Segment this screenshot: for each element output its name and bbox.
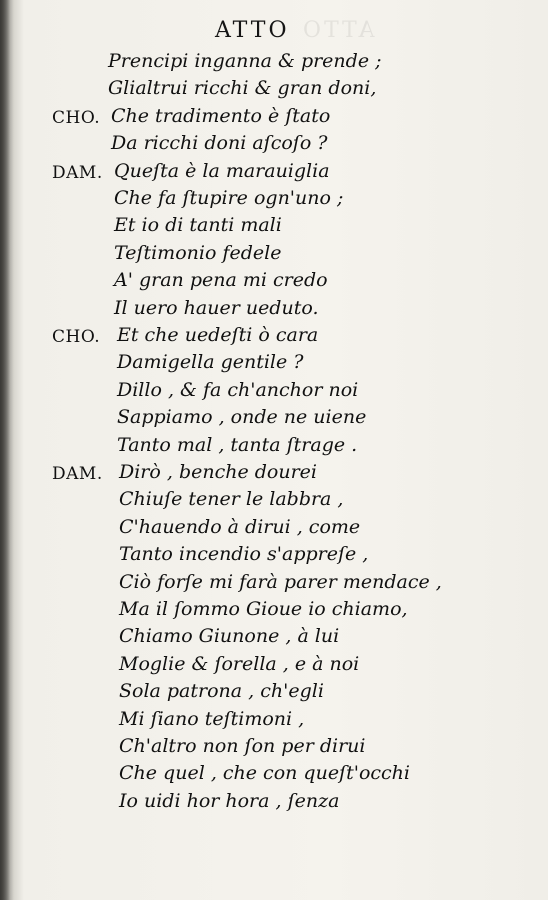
verse-text: Moglie & ſorella , e à noi: [119, 652, 360, 675]
verse-text: Ch'altro non ſon per dirui: [119, 735, 366, 757]
verse-text: Tanto mal , tanta ſtrage .: [117, 433, 358, 456]
verse-text: Damigella gentile ?: [117, 351, 304, 374]
verse-text: Che fa ſtupire ogn'uno ;: [114, 187, 344, 209]
verse-text: Teſtimonio fedele: [114, 241, 282, 264]
verse-text: Chiamo Giunone , à lui: [119, 625, 340, 648]
verse-text: Glialtrui ricchi & gran doni,: [108, 77, 377, 100]
verse-text: Che quel , che con queſt'occhi: [119, 762, 410, 785]
speaker-label: DAM.: [52, 162, 103, 183]
verse-text: Il uero hauer ueduto.: [114, 296, 319, 319]
verse-text: Tanto incendio s'appreſe ,: [119, 543, 369, 566]
verse-text: Ma il ſommo Gioue io chiamo,: [119, 598, 408, 620]
verse-text: Mi ſiano teſtimoni ,: [119, 707, 305, 730]
verse-text: Io uidi hor hora , ſenza: [119, 789, 340, 812]
speaker-label: CHO.: [52, 327, 101, 347]
verse-text: Queſta è la marauiglia: [114, 159, 330, 182]
verse-text: A' gran pena mi credo: [114, 269, 328, 292]
verse-text: Chiuſe tener le labbra ,: [119, 488, 344, 511]
verse-text: Ciò forſe mi farà parer mendace ,: [119, 570, 442, 593]
running-header: ATTO: [215, 18, 290, 43]
verse-text: C'hauendo à dirui , come: [119, 515, 361, 538]
verse-text: Che tradimento è ſtato: [111, 104, 331, 127]
verse-text: Sola patrona , ch'egli: [119, 680, 324, 703]
verse-text: Da ricchi doni aſcoſo ?: [111, 132, 328, 155]
verse-text: Sappiamo , onde ne uiene: [117, 406, 367, 429]
bleed-through-text: ATTO: [300, 18, 375, 43]
verse-text: Prencipi inganna & prende ;: [108, 50, 382, 72]
verse-text: Dillo , & fa ch'anchor noi: [117, 378, 359, 401]
verse-line: [0, 790, 548, 822]
speaker-label: CHO.: [52, 107, 101, 128]
verse-text: Dirò , benche dourei: [119, 461, 317, 483]
speaker-label: DAM.: [52, 464, 103, 484]
verse-text: Et che uedeſti ò cara: [117, 324, 319, 346]
verse-text: Et io di tanti mali: [114, 214, 282, 237]
